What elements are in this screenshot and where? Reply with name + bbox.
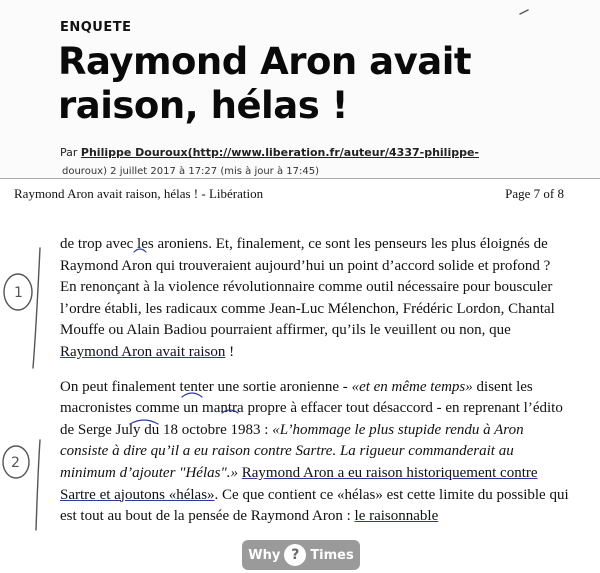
margin-bracket-1 xyxy=(33,248,40,368)
print-header-page: Page 7 of 8 xyxy=(505,186,564,201)
newspaper-clipping xyxy=(0,0,600,178)
underlined-phrase-2: Raymond Aron a eu raison historiquement contre Sartre et ajoutons «hélas» xyxy=(60,464,538,503)
watermark-left: Why xyxy=(248,547,281,563)
circled-mark-2 xyxy=(3,446,29,478)
dateline: douroux) 2 juillet 2017 à 17:27 (mis à jour à 17:45) xyxy=(62,166,319,177)
question-icon: ? xyxy=(284,544,306,566)
paragraph-2-mid: disent les macronistes comme un mantra propre à effacer tout désaccord - en reprenant l’édito de Serge July du 18 octobre 1983 : xyxy=(60,378,563,438)
paragraph-1-end: ! xyxy=(225,343,235,360)
watermark-right: Times xyxy=(310,547,354,563)
paragraph-2-start: On peut finalement tenter une sortie aronienne - xyxy=(60,378,352,395)
paragraph-1-text: de trop avec les aroniens. Et, finalement, ce sont les penseurs les plus éloignés de Raymond Aron qui trouveraient aujourd’hui un point d’accord solide et profond ? En renonçant à la violence révolutionnaire comme outil nécessaire pour bousculer l’ordre établi, les radicaux comme Jean-Luc Mélenchon, Frédéric Lordon, Chantal Mouffe ou Alain Badiou pourraient affirmer, qu’ils le veuillent ou non, que xyxy=(60,236,555,339)
margin-bracket-2 xyxy=(36,440,40,530)
paragraph-2 xyxy=(60,377,570,528)
margin-number-1: 1 xyxy=(14,285,23,301)
underlined-phrase-3: le raisonnable xyxy=(354,508,439,525)
quote-en-meme-temps: «et en même temps» xyxy=(351,378,473,395)
print-header-title: Raymond Aron avait raison, hélas ! - Libération xyxy=(14,186,264,201)
paragraph-1 xyxy=(60,234,570,364)
section-kicker: ENQUETE xyxy=(60,20,132,35)
quote-july-editorial: «L’hommage le plus stupide rendu à Aron consiste à dire qu’il a eu raison contre Sartre. La rigueur commanderait au minimum d’ajouter "Hélas".» xyxy=(60,421,524,481)
byline-prefix: Par xyxy=(60,146,78,159)
byline-author-link[interactable]: Philippe Douroux(http://www.liberation.fr/auteur/4337-philippe- xyxy=(80,146,479,159)
whytimes-watermark xyxy=(242,540,360,570)
headline-line-1: Raymond Aron avait xyxy=(58,40,472,83)
paragraph-2-after: . Ce que contient ce «hélas» est cette limite du possible qui est tout au bout de la pensée de Raymond Aron : xyxy=(60,486,569,525)
headline-line-2: raison, hélas ! xyxy=(58,84,348,127)
headline xyxy=(58,40,578,128)
print-header xyxy=(0,178,600,209)
circled-mark-1 xyxy=(4,274,32,310)
margin-number-2: 2 xyxy=(11,455,20,471)
underlined-phrase-1: Raymond Aron avait raison xyxy=(60,343,226,360)
article-body xyxy=(60,234,570,541)
byline xyxy=(60,146,600,159)
